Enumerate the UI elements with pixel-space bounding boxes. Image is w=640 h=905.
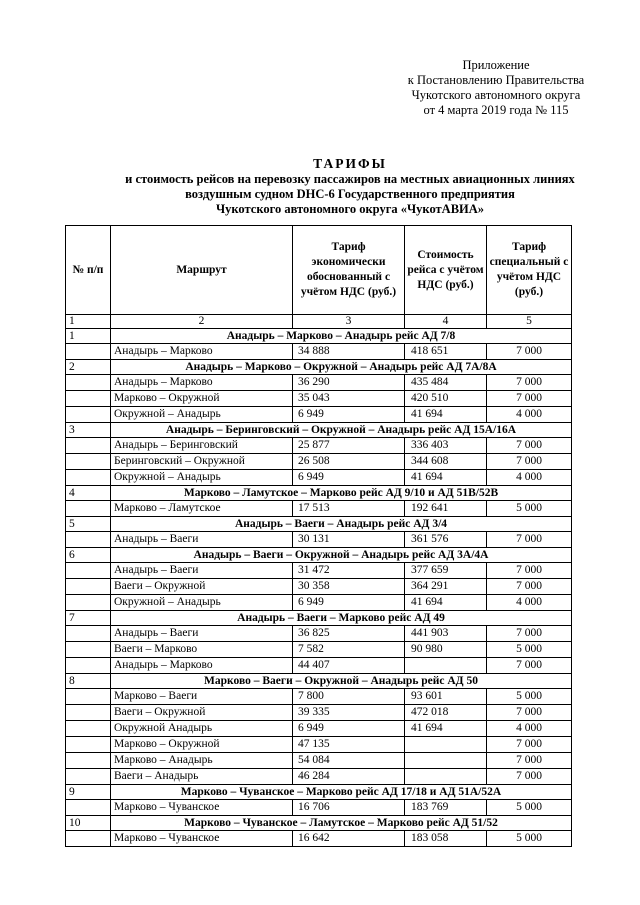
tariff-special-cell: 4 000 xyxy=(487,595,572,611)
table-header-row xyxy=(66,226,572,315)
title-line: и стоимость рейсов на перевозку пассажиров на местных авиационных линиях xyxy=(125,172,575,186)
tariff-special-cell: 5 000 xyxy=(487,642,572,658)
empty-cell xyxy=(66,831,111,847)
table-row xyxy=(66,407,572,423)
tariff-special-cell: 5 000 xyxy=(487,501,572,517)
cost-cell: 90 980 xyxy=(405,642,487,658)
cost-cell: 441 903 xyxy=(405,626,487,642)
cost-cell: 183 769 xyxy=(405,800,487,816)
route-group-row xyxy=(66,423,572,438)
tariff-econ-cell: 25 877 xyxy=(293,438,405,454)
route-cell: Анадырь – Ваеги xyxy=(111,563,293,579)
tariff-econ-cell: 6 949 xyxy=(293,407,405,423)
table-row xyxy=(66,470,572,486)
header-num: № п/п xyxy=(66,226,111,315)
empty-cell xyxy=(66,705,111,721)
group-title: Анадырь – Ваеги – Анадырь рейс АД 3/4 xyxy=(111,517,572,532)
cost-cell xyxy=(405,769,487,785)
group-number: 10 xyxy=(66,816,111,831)
tariff-special-cell: 7 000 xyxy=(487,705,572,721)
empty-cell xyxy=(66,689,111,705)
route-group-row xyxy=(66,674,572,689)
empty-cell xyxy=(66,595,111,611)
cost-cell xyxy=(405,658,487,674)
empty-cell xyxy=(66,391,111,407)
route-cell: Окружной Анадырь xyxy=(111,721,293,737)
tariff-special-cell: 7 000 xyxy=(487,344,572,360)
route-group-row xyxy=(66,517,572,532)
cost-cell xyxy=(405,753,487,769)
tariff-econ-cell: 30 358 xyxy=(293,579,405,595)
cost-cell: 41 694 xyxy=(405,595,487,611)
tariff-econ-cell: 30 131 xyxy=(293,532,405,548)
tariff-special-cell: 4 000 xyxy=(487,721,572,737)
table-row xyxy=(66,344,572,360)
tariff-econ-cell: 36 290 xyxy=(293,375,405,391)
table-row xyxy=(66,501,572,517)
group-number: 9 xyxy=(66,785,111,800)
header-route: Маршрут xyxy=(111,226,293,315)
tariff-econ-cell: 47 135 xyxy=(293,737,405,753)
route-cell: Марково – Окружной xyxy=(111,737,293,753)
tariff-econ-cell: 35 043 xyxy=(293,391,405,407)
tariff-special-cell: 7 000 xyxy=(487,375,572,391)
empty-cell xyxy=(66,737,111,753)
tariff-econ-cell: 7 582 xyxy=(293,642,405,658)
tariff-special-cell: 5 000 xyxy=(487,689,572,705)
group-title: Марково – Ваеги – Окружной – Анадырь рейс АД 50 xyxy=(111,674,572,689)
tariff-special-cell: 4 000 xyxy=(487,407,572,423)
route-cell: Окружной – Анадырь xyxy=(111,470,293,486)
appendix-block xyxy=(396,58,596,118)
column-number-row xyxy=(66,315,572,329)
appendix-line: к Постановлению Правительства xyxy=(407,73,585,87)
route-cell: Ваеги – Окружной xyxy=(111,705,293,721)
empty-cell xyxy=(66,501,111,517)
tariff-econ-cell: 6 949 xyxy=(293,595,405,611)
route-group-row xyxy=(66,611,572,626)
tariff-special-cell: 7 000 xyxy=(487,737,572,753)
empty-cell xyxy=(66,407,111,423)
document-title xyxy=(100,156,600,217)
appendix-line: Приложение xyxy=(462,58,530,72)
cost-cell: 420 510 xyxy=(405,391,487,407)
group-number: 6 xyxy=(66,548,111,563)
route-group-row xyxy=(66,486,572,501)
tariff-econ-cell: 7 800 xyxy=(293,689,405,705)
route-cell: Анадырь – Марково xyxy=(111,344,293,360)
header-tariff-special: Тариф специальный с учётом НДС (руб.) xyxy=(487,226,572,315)
tariff-special-cell: 7 000 xyxy=(487,532,572,548)
route-cell: Анадырь – Ваеги xyxy=(111,626,293,642)
tariff-special-cell: 7 000 xyxy=(487,391,572,407)
route-cell: Окружной – Анадырь xyxy=(111,595,293,611)
table-row xyxy=(66,391,572,407)
group-title: Марково – Ламутское – Марково рейс АД 9/10 и АД 51В/52В xyxy=(111,486,572,501)
route-cell: Анадырь – Марково xyxy=(111,658,293,674)
tariff-econ-cell: 26 508 xyxy=(293,454,405,470)
tariff-special-cell: 7 000 xyxy=(487,579,572,595)
table-row xyxy=(66,753,572,769)
cost-cell: 344 608 xyxy=(405,454,487,470)
col-number: 2 xyxy=(111,315,293,329)
col-number: 5 xyxy=(487,315,572,329)
tariff-econ-cell: 54 084 xyxy=(293,753,405,769)
cost-cell: 192 641 xyxy=(405,501,487,517)
empty-cell xyxy=(66,721,111,737)
route-cell: Марково – Анадырь xyxy=(111,753,293,769)
table-row xyxy=(66,800,572,816)
tariff-special-cell: 7 000 xyxy=(487,658,572,674)
empty-cell xyxy=(66,753,111,769)
table-row xyxy=(66,595,572,611)
route-cell: Анадырь – Беринговский xyxy=(111,438,293,454)
col-number: 3 xyxy=(293,315,405,329)
title-heading: ТАРИФЫ xyxy=(313,156,387,171)
cost-cell: 93 601 xyxy=(405,689,487,705)
tariff-special-cell: 5 000 xyxy=(487,831,572,847)
tariff-econ-cell: 6 949 xyxy=(293,470,405,486)
table-row xyxy=(66,375,572,391)
tariff-econ-cell: 34 888 xyxy=(293,344,405,360)
tariff-special-cell: 5 000 xyxy=(487,800,572,816)
tariff-econ-cell: 39 335 xyxy=(293,705,405,721)
route-group-row xyxy=(66,785,572,800)
group-number: 7 xyxy=(66,611,111,626)
cost-cell: 361 576 xyxy=(405,532,487,548)
table-row xyxy=(66,769,572,785)
cost-cell xyxy=(405,737,487,753)
route-group-row xyxy=(66,360,572,375)
header-tariff-econ: Тариф экономически обоснованный с учётом НДС (руб.) xyxy=(293,226,405,315)
route-group-row xyxy=(66,329,572,344)
tariff-special-cell: 4 000 xyxy=(487,470,572,486)
cost-cell: 41 694 xyxy=(405,407,487,423)
empty-cell xyxy=(66,375,111,391)
tariff-econ-cell: 16 706 xyxy=(293,800,405,816)
tariff-table xyxy=(65,225,572,847)
group-title: Анадырь – Марково – Окружной – Анадырь рейс АД 7А/8А xyxy=(111,360,572,375)
empty-cell xyxy=(66,800,111,816)
group-number: 1 xyxy=(66,329,111,344)
cost-cell: 472 018 xyxy=(405,705,487,721)
group-number: 5 xyxy=(66,517,111,532)
group-title: Анадырь – Ваеги – Окружной – Анадырь рейс АД 3А/4А xyxy=(111,548,572,563)
table-row xyxy=(66,579,572,595)
route-cell: Марково – Окружной xyxy=(111,391,293,407)
empty-cell xyxy=(66,470,111,486)
empty-cell xyxy=(66,438,111,454)
title-line: воздушным судном DHC-6 Государственного предприятия xyxy=(185,187,515,201)
group-number: 2 xyxy=(66,360,111,375)
cost-cell: 364 291 xyxy=(405,579,487,595)
cost-cell: 377 659 xyxy=(405,563,487,579)
table-row xyxy=(66,642,572,658)
tariff-econ-cell: 46 284 xyxy=(293,769,405,785)
appendix-line: Чукотского автономного округа xyxy=(411,88,581,102)
tariff-econ-cell: 44 407 xyxy=(293,658,405,674)
table-row xyxy=(66,438,572,454)
table-row xyxy=(66,737,572,753)
empty-cell xyxy=(66,626,111,642)
title-line: Чукотского автономного округа «ЧукотАВИА» xyxy=(215,202,485,216)
group-number: 4 xyxy=(66,486,111,501)
route-cell: Марково – Ламутское xyxy=(111,501,293,517)
tariff-econ-cell: 16 642 xyxy=(293,831,405,847)
tariff-special-cell: 7 000 xyxy=(487,454,572,470)
table-row xyxy=(66,658,572,674)
route-cell: Беринговский – Окружной xyxy=(111,454,293,470)
group-title: Анадырь – Марково – Анадырь рейс АД 7/8 xyxy=(111,329,572,344)
table-row xyxy=(66,626,572,642)
empty-cell xyxy=(66,454,111,470)
group-title: Анадырь – Беринговский – Окружной – Анадырь рейс АД 15А/16А xyxy=(111,423,572,438)
table-body xyxy=(66,329,572,847)
tariff-econ-cell: 17 513 xyxy=(293,501,405,517)
cost-cell: 183 058 xyxy=(405,831,487,847)
tariff-econ-cell: 36 825 xyxy=(293,626,405,642)
empty-cell xyxy=(66,579,111,595)
route-cell: Марково – Ваеги xyxy=(111,689,293,705)
table-row xyxy=(66,454,572,470)
col-number: 4 xyxy=(405,315,487,329)
route-cell: Марково – Чуванское xyxy=(111,831,293,847)
route-cell: Ваеги – Окружной xyxy=(111,579,293,595)
table-row xyxy=(66,721,572,737)
route-cell: Марково – Чуванское xyxy=(111,800,293,816)
empty-cell xyxy=(66,769,111,785)
empty-cell xyxy=(66,532,111,548)
route-group-row xyxy=(66,816,572,831)
col-number: 1 xyxy=(66,315,111,329)
empty-cell xyxy=(66,563,111,579)
route-cell: Окружной – Анадырь xyxy=(111,407,293,423)
route-cell: Анадырь – Марково xyxy=(111,375,293,391)
route-cell: Анадырь – Ваеги xyxy=(111,532,293,548)
cost-cell: 41 694 xyxy=(405,721,487,737)
empty-cell xyxy=(66,344,111,360)
route-cell: Ваеги – Анадырь xyxy=(111,769,293,785)
tariff-econ-cell: 31 472 xyxy=(293,563,405,579)
group-title: Анадырь – Ваеги – Марково рейс АД 49 xyxy=(111,611,572,626)
tariff-special-cell: 7 000 xyxy=(487,438,572,454)
route-cell: Ваеги – Марково xyxy=(111,642,293,658)
table-row xyxy=(66,705,572,721)
appendix-line: от 4 марта 2019 года № 115 xyxy=(423,103,569,117)
table-row xyxy=(66,563,572,579)
group-number: 3 xyxy=(66,423,111,438)
tariff-special-cell: 7 000 xyxy=(487,769,572,785)
route-group-row xyxy=(66,548,572,563)
tariff-special-cell: 7 000 xyxy=(487,563,572,579)
group-title: Марково – Чуванское – Марково рейс АД 17/18 и АД 51А/52А xyxy=(111,785,572,800)
tariff-econ-cell: 6 949 xyxy=(293,721,405,737)
empty-cell xyxy=(66,642,111,658)
group-number: 8 xyxy=(66,674,111,689)
cost-cell: 418 651 xyxy=(405,344,487,360)
tariff-special-cell: 7 000 xyxy=(487,753,572,769)
cost-cell: 435 484 xyxy=(405,375,487,391)
header-cost: Стоимость рейса с учётом НДС (руб.) xyxy=(405,226,487,315)
cost-cell: 336 403 xyxy=(405,438,487,454)
cost-cell: 41 694 xyxy=(405,470,487,486)
group-title: Марково – Чуванское – Ламутское – Марково рейс АД 51/52 xyxy=(111,816,572,831)
empty-cell xyxy=(66,658,111,674)
table-row xyxy=(66,689,572,705)
table-row xyxy=(66,831,572,847)
table-row xyxy=(66,532,572,548)
tariff-special-cell: 7 000 xyxy=(487,626,572,642)
